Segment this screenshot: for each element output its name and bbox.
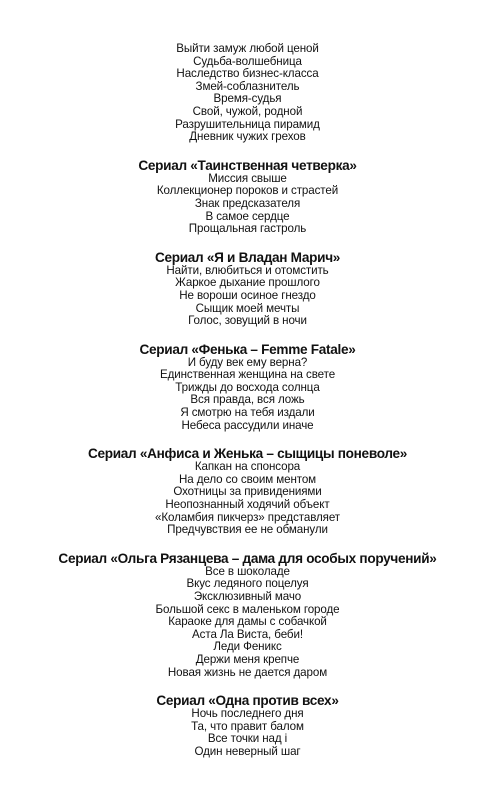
book-title: Вкус ледяного поцелуя <box>186 577 309 591</box>
book-title: Я смотрю на тебя издали <box>180 406 315 420</box>
book-title: Предчувствия ее не обманули <box>167 523 328 537</box>
book-title: Единственная женщина на свете <box>159 368 336 382</box>
series-title: Сериал «Таинственная четверка» <box>138 157 357 173</box>
book-title: Большой секс в маленьком городе <box>155 602 340 616</box>
book-title: Змей-соблазнитель <box>195 79 300 93</box>
series-section <box>0 551 495 679</box>
series-section <box>0 250 495 328</box>
book-title: Не вороши осиное гнездо <box>179 288 316 302</box>
book-title: Один неверный шаг <box>194 744 301 758</box>
book-title: И буду век ему верна? <box>187 355 308 369</box>
book-title: Трижды до восхода солнца <box>175 380 320 394</box>
book-title: Охотницы за привидениями <box>173 485 322 499</box>
book-title: В самое сердце <box>205 209 290 223</box>
book-title: Коллекционер пороков и страстей <box>156 184 339 198</box>
book-title: Новая жизнь не дается даром <box>167 665 328 679</box>
book-title: Капкан на спонсора <box>194 460 301 474</box>
series-section <box>0 43 495 144</box>
book-title: Голос, зовущий в ночи <box>188 314 307 328</box>
book-title: Аста Ла Виста, беби! <box>192 627 303 641</box>
book-title: Выйти замуж любой ценой <box>176 42 319 55</box>
book-title: Караоке для дамы с собачкой <box>168 615 327 629</box>
book-title: Свой, чужой, родной <box>192 104 303 118</box>
series-title: Сериал «Фенька – Femme Fatale» <box>139 341 356 357</box>
book-title: «Коламбия пикчерз» представляет <box>155 510 340 524</box>
series-title: Сериал «Одна против всех» <box>156 693 339 709</box>
series-section <box>0 693 495 758</box>
book-list <box>0 43 495 759</box>
series-section <box>0 446 495 537</box>
book-title: Все точки над i <box>207 732 288 746</box>
series-title: Сериал «Ольга Рязанцева – дама для особых поручений» <box>58 550 437 566</box>
book-title: Миссия свыше <box>208 171 287 185</box>
series-title: Сериал «Я и Владан Марич» <box>154 249 341 265</box>
book-title: Вся правда, вся ложь <box>190 393 305 407</box>
book-title: Найти, влюбиться и отомстить <box>166 263 329 277</box>
series-section <box>0 342 495 433</box>
book-title: Дневник чужих грехов <box>189 130 306 144</box>
book-title: Прощальная гастроль <box>188 222 307 236</box>
book-title: Неопознанный ходячий объект <box>165 498 330 512</box>
book-title: Леди Феникс <box>213 640 282 654</box>
book-title: Та, что правит балом <box>191 719 304 733</box>
book-title: На дело со своим ментом <box>178 472 317 486</box>
book-title: Все в шоколаде <box>205 564 290 578</box>
book-title: Разрушительница пирамид <box>175 117 320 131</box>
book-title: Жаркое дыхание прошлого <box>175 276 320 290</box>
book-title: Наследство бизнес-класса <box>176 67 319 81</box>
book-title: Небеса рассудили иначе <box>181 418 314 432</box>
book-title: Сыщик моей мечты <box>195 301 300 315</box>
book-title: Держи меня крепче <box>195 652 300 666</box>
series-section <box>0 158 495 236</box>
book-title: Ночь последнего дня <box>191 707 304 721</box>
series-title: Сериал «Анфиса и Женька – сыщицы поневоле» <box>87 446 408 462</box>
book-title: Время-судья <box>213 92 282 106</box>
book-title: Знак предсказателя <box>194 196 301 210</box>
book-title: Эксклюзивный мачо <box>193 590 302 603</box>
book-title: Судьба-волшебница <box>193 54 302 68</box>
